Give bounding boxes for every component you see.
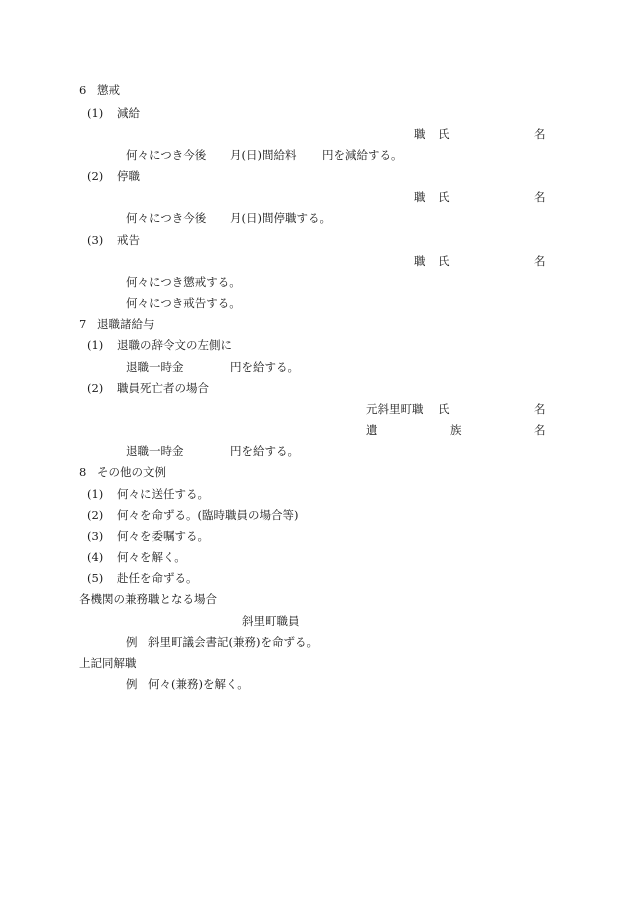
mei-label: 名 <box>534 254 546 268</box>
shi-label: 氏 <box>438 254 450 268</box>
signature-line <box>0 400 630 418</box>
example-label: 例 <box>126 635 138 649</box>
shoku-label: 職 <box>414 190 426 204</box>
subsection-number: (3) <box>87 233 104 247</box>
body-line <box>0 294 630 312</box>
body-text-a: 何々につき今後 <box>126 211 207 225</box>
list-item-number: (1) <box>87 487 104 501</box>
section-8-heading <box>0 463 630 481</box>
list-item <box>0 485 630 503</box>
list-item-text: 赴任を命ずる。 <box>117 571 198 585</box>
shoku-label: 元斜里町職 <box>366 402 424 416</box>
subsection-6-3 <box>0 231 630 249</box>
heading-text: 各機関の兼務職となる場合 <box>79 592 217 606</box>
kaishoku-heading <box>0 654 630 672</box>
body-text-c: 円を減給する。 <box>322 148 403 162</box>
section-title: 退職諸給与 <box>97 317 155 331</box>
subsection-7-1 <box>0 336 630 354</box>
list-item-number: (3) <box>87 529 104 543</box>
example-text: 斜里町議会書記(兼務)を命ずる。 <box>148 635 318 649</box>
section-title: その他の文例 <box>97 465 166 479</box>
body-text: 何々につき懲戒する。 <box>126 275 241 289</box>
example-text: 何々(兼務)を解く。 <box>148 677 249 691</box>
subsection-number: (1) <box>87 338 104 352</box>
subsection-number: (2) <box>87 381 104 395</box>
body-text: 何々につき戒告する。 <box>126 296 241 310</box>
section-7-heading <box>0 315 630 333</box>
shi-label: 氏 <box>438 190 450 204</box>
example-line <box>0 633 630 651</box>
subsection-title: 退職の辞令文の左側に <box>117 338 232 352</box>
body-text-b: 円を給する。 <box>230 444 299 458</box>
subsection-number: (2) <box>87 169 104 183</box>
body-text-b: 月(日)間停職する。 <box>230 211 331 225</box>
shi-label: 氏 <box>438 127 450 141</box>
body-text-b: 円を給する。 <box>230 360 299 374</box>
section-number: 8 <box>79 465 87 479</box>
section-title: 懲戒 <box>97 83 120 97</box>
subsection-title: 停職 <box>117 169 140 183</box>
section-number: 7 <box>79 317 87 331</box>
example-line <box>0 675 630 693</box>
body-text-b: 月(日)間給料 <box>230 148 297 162</box>
signature-line <box>0 188 630 206</box>
heading-text: 上記同解職 <box>79 656 137 670</box>
section-6-heading <box>0 81 630 99</box>
subsection-6-1 <box>0 104 630 122</box>
shoku-label: 職 <box>414 127 426 141</box>
shoku-label: 職 <box>414 254 426 268</box>
signature-line-bereaved <box>0 421 630 439</box>
subsection-title: 職員死亡者の場合 <box>117 381 209 395</box>
body-text-a: 退職一時金 <box>126 360 184 374</box>
list-item-text: 何々を委嘱する。 <box>117 529 209 543</box>
mei-label: 名 <box>534 190 546 204</box>
subsection-title: 減給 <box>117 106 140 120</box>
body-text-a: 何々につき今後 <box>126 148 207 162</box>
subsection-number: (1) <box>87 106 104 120</box>
kenmu-heading <box>0 590 630 608</box>
signature-line <box>0 252 630 270</box>
zoku-label: 族 <box>450 423 462 437</box>
subsection-title: 戒告 <box>117 233 140 247</box>
body-text-a: 退職一時金 <box>126 444 184 458</box>
mei-label: 名 <box>534 423 546 437</box>
list-item-text: 何々を解く。 <box>117 550 186 564</box>
mei-label: 名 <box>534 127 546 141</box>
list-item <box>0 548 630 566</box>
body-line <box>0 146 630 164</box>
list-item-text: 何々に送任する。 <box>117 487 209 501</box>
list-item-number: (2) <box>87 508 104 522</box>
list-item-number: (5) <box>87 571 104 585</box>
list-item <box>0 569 630 587</box>
mei-label: 名 <box>534 402 546 416</box>
list-item-number: (4) <box>87 550 104 564</box>
staff-label: 斜里町職員 <box>242 614 300 628</box>
shi-label: 氏 <box>438 402 450 416</box>
body-line <box>0 273 630 291</box>
signature-line <box>0 125 630 143</box>
example-label: 例 <box>126 677 138 691</box>
signature-line <box>0 612 630 630</box>
body-line <box>0 442 630 460</box>
subsection-7-2 <box>0 379 630 397</box>
list-item-text: 何々を命ずる。(臨時職員の場合等) <box>117 508 299 522</box>
subsection-6-2 <box>0 167 630 185</box>
list-item <box>0 527 630 545</box>
body-line <box>0 209 630 227</box>
body-line <box>0 358 630 376</box>
list-item <box>0 506 630 524</box>
i-label: 遺 <box>366 423 378 437</box>
section-number: 6 <box>79 83 87 97</box>
